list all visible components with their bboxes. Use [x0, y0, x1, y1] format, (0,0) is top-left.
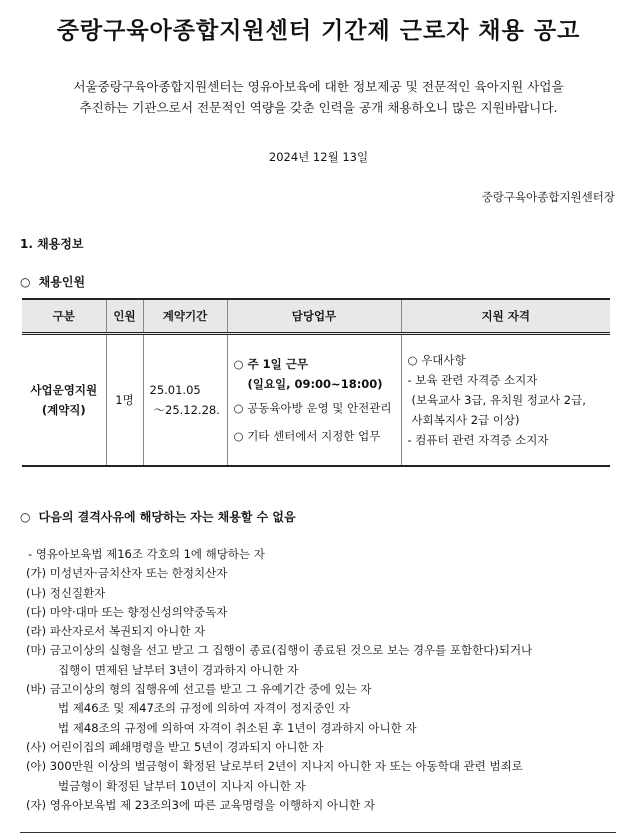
subheading-positions	[20, 273, 85, 290]
circle-bullet-icon: ○	[20, 275, 31, 289]
intro-line: 추진하는 기관으로서 전문적인 역량을 갖춘 인력을 공개 채용하오니 많은 지원바랍니다.	[79, 100, 558, 115]
page-title: 중랑구육아종합지원센터 기간제 근로자 채용 공고	[56, 18, 581, 44]
cell-category	[22, 334, 106, 467]
period-start: 25.01.05	[149, 383, 201, 397]
header-qualifications: 지원 자격	[401, 299, 610, 334]
qualification-item: 사회복지사 2급 이상)	[411, 413, 520, 427]
header-category: 구분	[22, 299, 106, 334]
header-headcount: 인원	[106, 299, 143, 334]
list-item: 집행이 면제된 날부터 3년이 경과하지 아니한 자	[58, 662, 299, 677]
list-item: (자) 영유아보육법 제 23조의3에 따른 교육명령을 이행하지 아니한 자	[26, 797, 375, 812]
list-item: (라) 파산자로서 복권되지 아니한 자	[26, 624, 206, 639]
list-item: (가) 미성년자·금치산자 또는 한정치산자	[26, 566, 228, 581]
cell-duties	[227, 334, 401, 467]
header-duties: 담당업무	[227, 299, 401, 334]
section-heading-recruitment-info: 1. 채용정보	[20, 237, 84, 251]
intro-paragraph	[30, 76, 607, 118]
duty-item: ○ 공동육아방 운영 및 안전관리	[233, 401, 392, 415]
subheading-label: 채용인원	[38, 275, 86, 289]
recruitment-table	[22, 298, 610, 467]
header-contract-period: 계약기간	[143, 299, 227, 334]
category-type: (계약직)	[41, 403, 86, 417]
table-row	[22, 334, 610, 467]
period-end: ～25.12.28.	[153, 403, 220, 417]
duty-item: (일요일, 09:00~18:00)	[247, 377, 383, 391]
list-item: 법 제46조 및 제47조의 규정에 의하여 자격이 정지중인 자	[58, 701, 350, 716]
duty-item: ○ 기타 센터에서 지정한 업무	[233, 429, 381, 443]
cell-contract-period	[143, 334, 227, 467]
qualification-item: (보육교사 3급, 유치원 정교사 2급,	[411, 393, 586, 407]
cell-qualifications	[401, 334, 610, 467]
subheading-label: 다음의 결격사유에 해당하는 자는 채용할 수 없음	[38, 510, 296, 524]
qualification-item: - 컴퓨터 관련 자격증 소지자	[407, 433, 549, 447]
list-item: 법 제48조의 규정에 의하여 자격이 취소된 후 1년이 경과하지 아니한 자	[58, 720, 417, 735]
qualification-item: ○ 우대사항	[407, 353, 466, 367]
list-item: - 영유아보육법 제16조 각호의 1에 해당하는 자	[28, 547, 265, 561]
list-item: (아) 300만원 이상의 벌금형이 확정된 날로부터 2년이 지나지 아니한 자 또는 아동학대 관련 범죄로	[26, 759, 523, 774]
issuing-organization: 중랑구육아종합지원센터장	[481, 190, 615, 204]
announcement-date: 2024년 12월 13일	[268, 150, 369, 164]
circle-bullet-icon: ○	[20, 510, 31, 524]
intro-line: 서울중랑구육아종합지원센터는 영유아보육에 대한 정보제공 및 전문적인 육아지원 사업을	[73, 79, 564, 94]
cell-headcount: 1명	[106, 334, 143, 467]
list-item: (나) 정신질환자	[26, 585, 106, 600]
qualification-item: - 보육 관련 자격증 소지자	[407, 373, 538, 387]
duty-item: ○ 주 1일 근무	[233, 357, 308, 371]
list-item: (바) 금고이상의 형의 집행유예 선고를 받고 그 유예기간 중에 있는 자	[26, 682, 372, 697]
disqualification-list	[26, 545, 626, 815]
table-header-row	[22, 299, 610, 334]
subheading-disqualifications	[20, 508, 296, 525]
category-name: 사업운영지원	[30, 383, 98, 397]
list-item: (마) 금고이상의 실형을 선고 받고 그 집행이 종료(집행이 종료된 것으로 보는 경우를 포함한다)되거나	[26, 643, 533, 658]
divider	[20, 832, 616, 833]
list-item: 벌금형이 확정된 날부터 10년이 지나지 아니한 자	[58, 778, 306, 793]
list-item: (다) 마약·대마 또는 향정신성의약중독자	[26, 604, 228, 619]
list-item: (사) 어린이집의 폐쇄명령을 받고 5년이 경과되지 아니한 자	[26, 739, 324, 754]
